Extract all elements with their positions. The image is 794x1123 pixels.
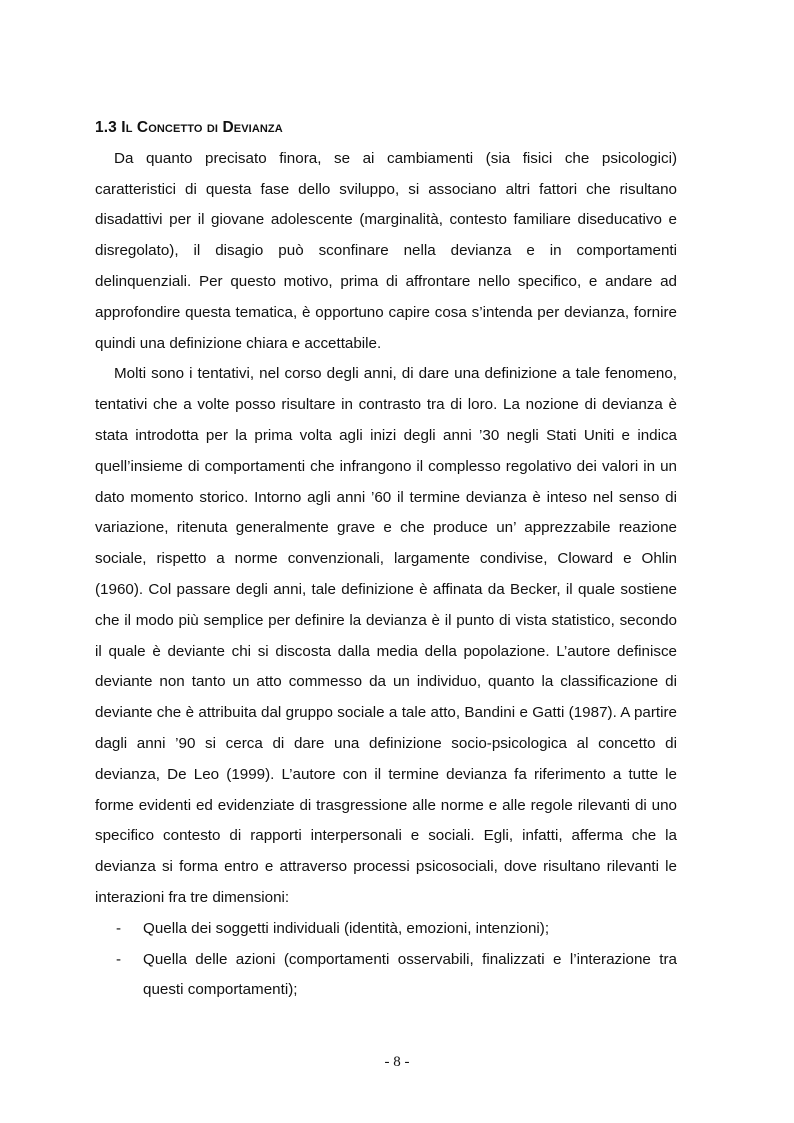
list-item xyxy=(95,945,677,1007)
section-number: 1.3 xyxy=(95,119,117,136)
dash-bullet: - xyxy=(116,919,122,937)
dimension-list xyxy=(95,914,677,1006)
page-content xyxy=(95,113,677,1006)
list-item-text: Quella delle azioni (comportamenti osservabili, finalizzati e l’interazione tra questi comportamenti); xyxy=(143,950,677,999)
section-heading xyxy=(95,113,677,144)
page-number: - 8 - xyxy=(384,1054,410,1070)
dash-bullet: - xyxy=(116,950,122,968)
section-title: Il Concetto di Devianza xyxy=(121,119,283,136)
paragraph-2: Molti sono i tentativi, nel corso degli anni, di dare una definizione a tale fenomeno, tentativi che a volte posso risultare in contrasto tra di loro. La nozione di devianza è stata introdotta per la prima volta agli inizi degli anni ’30 negli Stati Uniti e indica quell’insieme di comportamenti che infrangono il complesso regolativo dei valori in un dato momento storico. Intorno agli anni ’60 il termine devianza è inteso nel senso di variazione, ritenuta generalmente grave e che produce un’ apprezzabile reazione sociale, rispetto a norme convenzionali, largamente condivise, Cloward e Ohlin (1960). Col passare degli anni, tale definizione è affinata da Becker, il quale sostiene che il modo più semplice per definire la devianza è il punto di vista statistico, secondo il quale è deviante chi si discosta dalla media della popolazione. L’autore definisce deviante non tanto un atto commesso da un individuo, quanto la classificazione di deviante che è attribuita dal gruppo sociale a tale atto, Bandini e Gatti (1987). A partire dagli anni ’90 si cerca di dare una definizione socio-psicologica al concetto di devianza, De Leo (1999). L’autore con il termine devianza fa riferimento a tutte le forme evidenti ed evidenziate di trasgressione alle norme e alle regole rilevanti di uno specifico contesto di rapporti interpersonali e sociali. Egli, infatti, afferma che la devianza si forma entro e attraverso processi psicosociali, dove risultano rilevanti le interazioni fra tre dimensioni: xyxy=(95,365,677,906)
list-item xyxy=(95,914,677,945)
list-item-text: Quella dei soggetti individuali (identità, emozioni, intenzioni); xyxy=(143,919,550,937)
paragraph-1: Da quanto precisato finora, se ai cambiamenti (sia fisici che psicologici) caratteristici di questa fase dello sviluppo, si associano altri fattori che risultano disadattivi per il giovane adolescente (marginalità, contesto familiare diseducativo e disregolato), il disagio può sconfinare nella devianza e in comportamenti delinquenziali. Per questo motivo, prima di affrontare nello specifico, e andare ad approfondire questa tematica, è opportuno capire cosa s’intenda per devianza, fornire quindi una definizione chiara e accettabile. xyxy=(95,149,677,352)
